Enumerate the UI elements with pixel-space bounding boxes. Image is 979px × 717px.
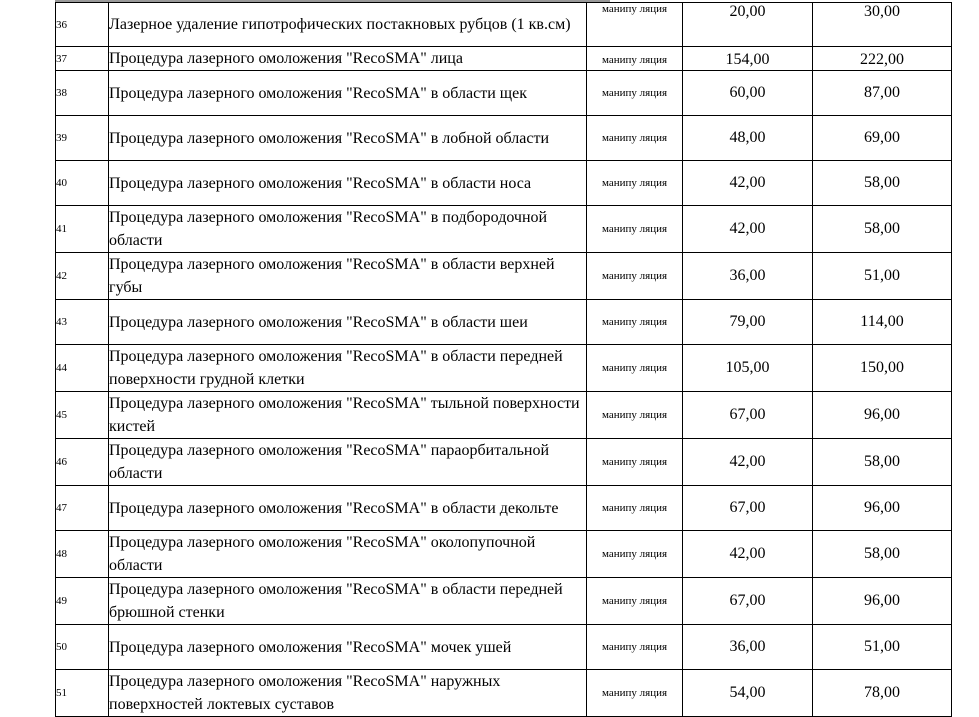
unit-cell: манипу ляция xyxy=(587,71,683,116)
service-name: Лазерное удаление гипотрофических постакновых рубцов (1 кв.см) xyxy=(109,3,587,47)
unit-cell: манипу ляция xyxy=(587,3,683,47)
price-cell-1: 42,00 xyxy=(683,161,813,206)
row-number: 47 xyxy=(56,486,109,531)
table-row xyxy=(56,300,952,345)
unit-cell: манипу ляция xyxy=(587,161,683,206)
price-cell-2: 96,00 xyxy=(813,486,952,531)
price-cell-1: 67,00 xyxy=(683,392,813,439)
service-name: Процедура лазерного омоложения "RecoSMA" в лобной области xyxy=(109,116,587,161)
row-number: 49 xyxy=(56,578,109,625)
price-cell-1: 20,00 xyxy=(683,3,813,47)
price-cell-2: 150,00 xyxy=(813,345,952,392)
price-cell-1: 48,00 xyxy=(683,116,813,161)
service-name: Процедура лазерного омоложения "RecoSMA" наружных поверхностей локтевых суставов xyxy=(109,670,587,717)
table-row xyxy=(56,3,952,47)
service-name: Процедура лазерного омоложения "RecoSMA" лица xyxy=(109,47,587,71)
service-name: Процедура лазерного омоложения "RecoSMA" в области декольте xyxy=(109,486,587,531)
service-name: Процедура лазерного омоложения "RecoSMA" тыльной поверхности кистей xyxy=(109,392,587,439)
price-cell-2: 69,00 xyxy=(813,116,952,161)
row-number: 38 xyxy=(56,71,109,116)
unit-cell: манипу ляция xyxy=(587,116,683,161)
table-row xyxy=(56,531,952,578)
table-row xyxy=(56,206,952,253)
price-cell-2: 58,00 xyxy=(813,206,952,253)
price-cell-1: 42,00 xyxy=(683,206,813,253)
table-row xyxy=(56,439,952,486)
price-cell-2: 222,00 xyxy=(813,47,952,71)
price-cell-2: 114,00 xyxy=(813,300,952,345)
service-name: Процедура лазерного омоложения "RecoSMA" в области передней поверхности грудной клетки xyxy=(109,345,587,392)
table-row xyxy=(56,116,952,161)
service-name: Процедура лазерного омоложения "RecoSMA" в области верхней губы xyxy=(109,253,587,300)
service-name: Процедура лазерного омоложения "RecoSMA" в области носа xyxy=(109,161,587,206)
unit-cell: манипу ляция xyxy=(587,578,683,625)
price-cell-2: 87,00 xyxy=(813,71,952,116)
unit-cell: манипу ляция xyxy=(587,345,683,392)
row-number: 36 xyxy=(56,3,109,47)
table-row xyxy=(56,486,952,531)
price-cell-2: 58,00 xyxy=(813,531,952,578)
price-cell-1: 105,00 xyxy=(683,345,813,392)
unit-cell: манипу ляция xyxy=(587,531,683,578)
service-name: Процедура лазерного омоложения "RecoSMA" мочек ушей xyxy=(109,625,587,670)
table-row xyxy=(56,161,952,206)
unit-cell: манипу ляция xyxy=(587,253,683,300)
row-number: 48 xyxy=(56,531,109,578)
price-table-body xyxy=(56,3,952,717)
table-row xyxy=(56,625,952,670)
price-cell-2: 58,00 xyxy=(813,439,952,486)
row-number: 46 xyxy=(56,439,109,486)
unit-cell: манипу ляция xyxy=(587,47,683,71)
price-cell-1: 79,00 xyxy=(683,300,813,345)
unit-cell: манипу ляция xyxy=(587,439,683,486)
row-number: 41 xyxy=(56,206,109,253)
row-number: 50 xyxy=(56,625,109,670)
price-cell-2: 30,00 xyxy=(813,3,952,47)
unit-cell: манипу ляция xyxy=(587,206,683,253)
table-row xyxy=(56,578,952,625)
price-cell-1: 154,00 xyxy=(683,47,813,71)
unit-cell: манипу ляция xyxy=(587,670,683,717)
price-cell-2: 96,00 xyxy=(813,392,952,439)
service-name: Процедура лазерного омоложения "RecoSMA" околопупочной области xyxy=(109,531,587,578)
row-number: 40 xyxy=(56,161,109,206)
price-cell-1: 36,00 xyxy=(683,253,813,300)
row-number: 44 xyxy=(56,345,109,392)
table-row xyxy=(56,71,952,116)
price-cell-2: 51,00 xyxy=(813,253,952,300)
unit-cell: манипу ляция xyxy=(587,300,683,345)
price-cell-2: 51,00 xyxy=(813,625,952,670)
price-cell-1: 67,00 xyxy=(683,578,813,625)
row-number: 37 xyxy=(56,47,109,71)
unit-cell: манипу ляция xyxy=(587,486,683,531)
service-name: Процедура лазерного омоложения "RecoSMA" в области щек xyxy=(109,71,587,116)
service-name: Процедура лазерного омоложения "RecoSMA" в области передней брюшной стенки xyxy=(109,578,587,625)
unit-cell: манипу ляция xyxy=(587,392,683,439)
row-number: 51 xyxy=(56,670,109,717)
service-name: Процедура лазерного омоложения "RecoSMA" в подбородочной области xyxy=(109,206,587,253)
row-number: 39 xyxy=(56,116,109,161)
price-cell-1: 36,00 xyxy=(683,625,813,670)
price-cell-1: 67,00 xyxy=(683,486,813,531)
price-cell-1: 54,00 xyxy=(683,670,813,717)
row-number: 42 xyxy=(56,253,109,300)
price-table xyxy=(55,2,952,717)
table-row xyxy=(56,47,952,71)
service-name: Процедура лазерного омоложения "RecoSMA" в области шеи xyxy=(109,300,587,345)
price-cell-2: 78,00 xyxy=(813,670,952,717)
price-cell-1: 42,00 xyxy=(683,439,813,486)
price-cell-1: 60,00 xyxy=(683,71,813,116)
service-name: Процедура лазерного омоложения "RecoSMA" параорбитальной области xyxy=(109,439,587,486)
price-cell-1: 42,00 xyxy=(683,531,813,578)
unit-cell: манипу ляция xyxy=(587,625,683,670)
price-cell-2: 58,00 xyxy=(813,161,952,206)
price-cell-2: 96,00 xyxy=(813,578,952,625)
table-row xyxy=(56,392,952,439)
table-row xyxy=(56,253,952,300)
table-row xyxy=(56,670,952,717)
row-number: 45 xyxy=(56,392,109,439)
table-row xyxy=(56,345,952,392)
row-number: 43 xyxy=(56,300,109,345)
